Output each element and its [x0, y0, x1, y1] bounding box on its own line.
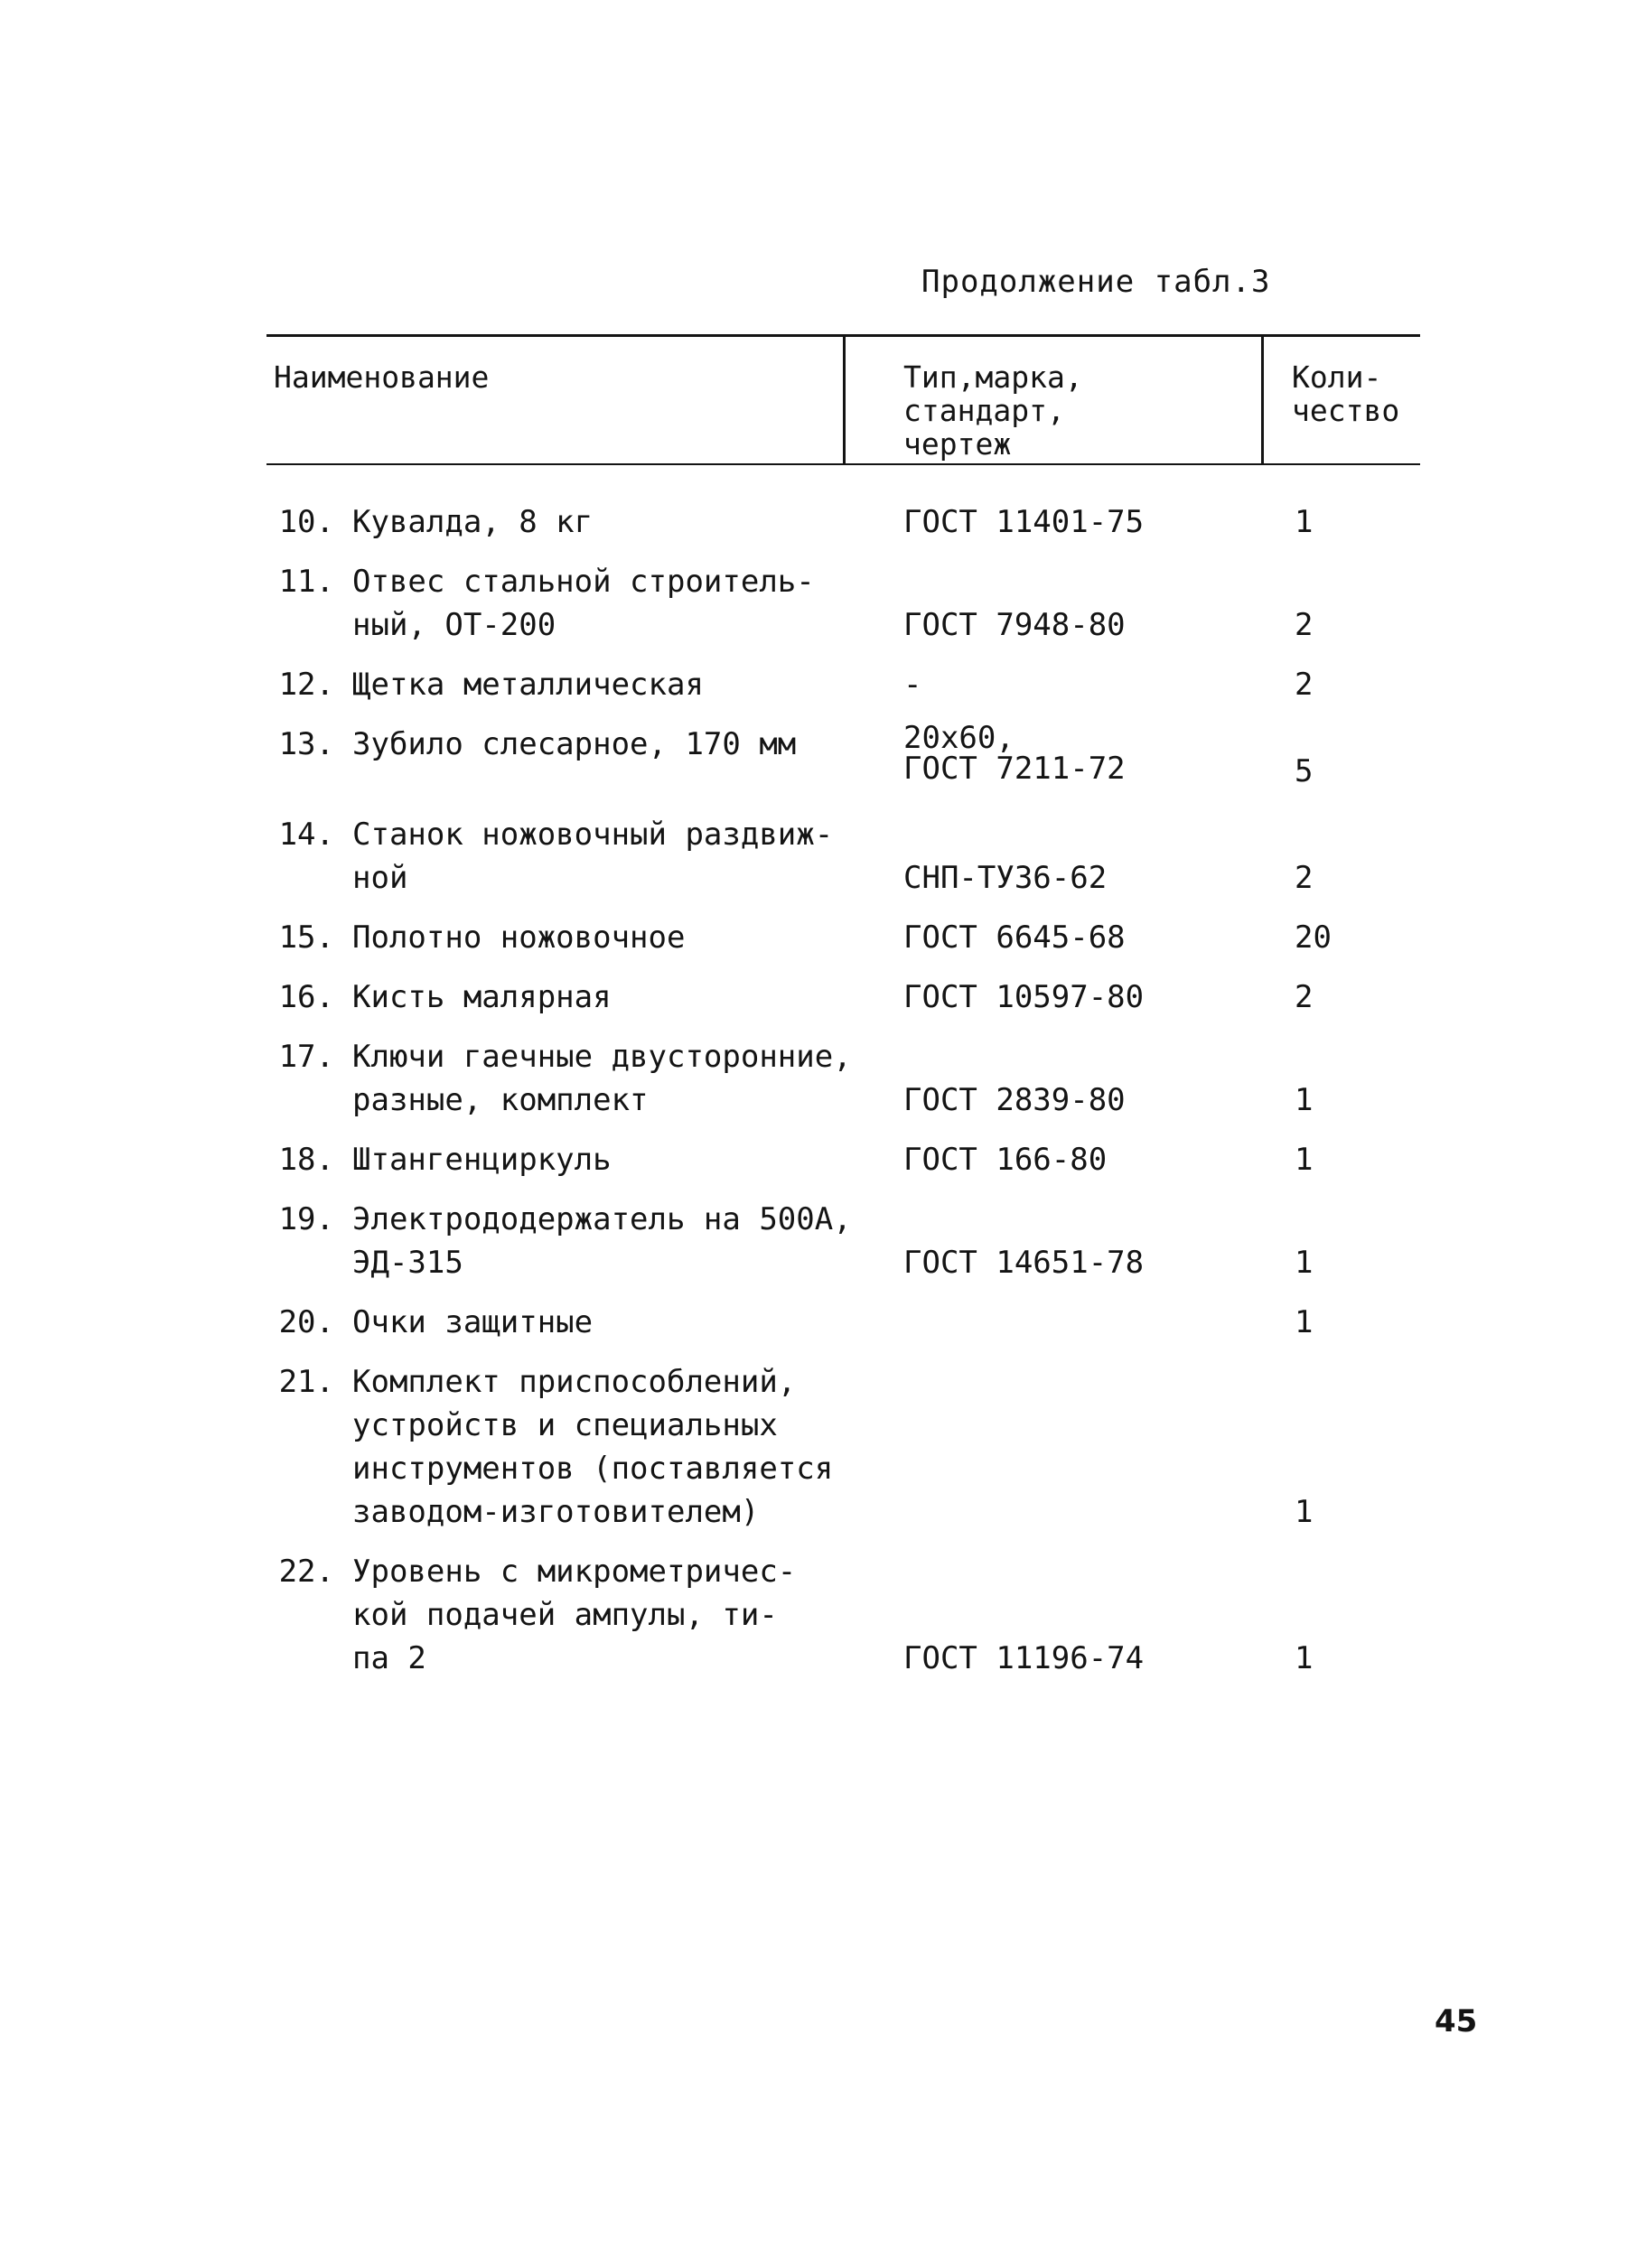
- header-qty-line: чество: [1292, 393, 1400, 428]
- row-name-line: Ключи гаечные двусторонние,: [352, 1039, 852, 1075]
- row-name-line: Кувалда, 8 кг: [352, 504, 594, 540]
- row-name-line: устройств и специальных: [352, 1407, 778, 1443]
- row-name-line: инструментов (поставляется: [352, 1451, 834, 1487]
- row-name-line: Зубило слесарное, 170 мм: [352, 726, 797, 762]
- row-name-line: Полотно ножовочное: [352, 919, 686, 956]
- row-name: [352, 663, 704, 706]
- row-number: 20.: [278, 1304, 334, 1340]
- row-type: [903, 1637, 1144, 1680]
- row-qty: 2: [1295, 979, 1314, 1015]
- row-type-line: ГОСТ 10597-80: [903, 979, 1145, 1015]
- row-qty: 2: [1295, 860, 1314, 896]
- row-name: [352, 560, 815, 647]
- header-name: [274, 360, 489, 394]
- row-number: 11.: [278, 564, 334, 600]
- row-name: [352, 723, 796, 766]
- row-name: [352, 916, 685, 959]
- row-type-line: ГОСТ 14651-78: [903, 1245, 1145, 1281]
- row-number: 12.: [278, 667, 334, 703]
- row-name-line: Кисть малярная: [352, 979, 612, 1015]
- row-type-line: ГОСТ 11401-75: [903, 504, 1145, 540]
- header-divider-1: [843, 334, 846, 465]
- row-type: [903, 975, 1144, 1019]
- row-qty: 2: [1295, 667, 1314, 703]
- row-name-line: ный, ОТ-200: [352, 607, 556, 643]
- row-name-line: заводом-изготовителем): [352, 1494, 760, 1530]
- row-name: [352, 1035, 852, 1122]
- row-qty: 1: [1295, 1245, 1314, 1281]
- row-name-line: Электрододержатель на 500А,: [352, 1201, 852, 1237]
- row-type-line: ГОСТ 6645-68: [903, 919, 1126, 956]
- row-type: [903, 663, 921, 706]
- row-qty: 5: [1295, 753, 1314, 789]
- row-name-line: па 2: [352, 1640, 426, 1676]
- row-qty: 20: [1295, 919, 1332, 956]
- row-qty: 1: [1295, 1494, 1314, 1530]
- row-qty: 1: [1295, 1082, 1314, 1118]
- row-number: 22.: [278, 1554, 334, 1590]
- header-type-line: стандарт,: [903, 393, 1065, 428]
- row-name-line: Уровень с микрометричес-: [352, 1554, 797, 1590]
- row-name: [352, 1301, 593, 1344]
- row-type-line: ГОСТ 7211-72: [903, 751, 1126, 787]
- row-type: [903, 916, 1126, 959]
- row-name: [352, 1360, 833, 1534]
- row-type-line: -: [903, 667, 922, 703]
- header-type: [903, 360, 1083, 461]
- row-number: 21.: [278, 1364, 334, 1400]
- row-name: [352, 813, 833, 900]
- row-name-line: Щетка металлическая: [352, 667, 704, 703]
- row-type-line: ГОСТ 166-80: [903, 1142, 1108, 1178]
- header-divider-2: [1261, 334, 1264, 465]
- row-number: 15.: [278, 919, 334, 956]
- row-name: [352, 975, 612, 1019]
- row-type: [903, 720, 1126, 787]
- table-caption: Продолжение табл.3: [921, 264, 1271, 300]
- row-type: [903, 856, 1107, 900]
- row-name-line: разные, комплект: [352, 1082, 649, 1118]
- row-name-line: Штангенциркуль: [352, 1142, 612, 1178]
- row-number: 17.: [278, 1039, 334, 1075]
- row-name: [352, 1198, 852, 1284]
- header-qty: [1292, 360, 1399, 427]
- row-name-line: Станок ножовочный раздвиж-: [352, 817, 834, 853]
- row-type: [903, 1241, 1144, 1284]
- row-name-line: Очки защитные: [352, 1304, 594, 1340]
- row-number: 19.: [278, 1201, 334, 1237]
- row-name-line: Комплект приспособлений,: [352, 1364, 797, 1400]
- header-type-line: чертеж: [903, 426, 1012, 462]
- header-qty-line: Коли-: [1292, 359, 1382, 395]
- row-type-line: ГОСТ 11196-74: [903, 1640, 1145, 1676]
- row-qty: 1: [1295, 504, 1314, 540]
- row-number: 16.: [278, 979, 334, 1015]
- page-number: 45: [1435, 2003, 1478, 2039]
- row-number: 13.: [278, 726, 334, 762]
- row-name: [352, 1550, 796, 1680]
- row-name-line: ЭД-315: [352, 1245, 463, 1281]
- row-type: [903, 500, 1144, 544]
- row-type: [903, 1078, 1126, 1122]
- row-qty: 1: [1295, 1304, 1314, 1340]
- row-name-line: кой подачей ампулы, ти-: [352, 1597, 778, 1633]
- row-type: [903, 603, 1126, 647]
- row-number: 14.: [278, 817, 334, 853]
- row-qty: 2: [1295, 607, 1314, 643]
- row-type-line: ГОСТ 7948-80: [903, 607, 1126, 643]
- row-name-line: Отвес стальной строитель-: [352, 564, 815, 600]
- row-type-line: 20х60,: [903, 720, 1015, 756]
- row-qty: 1: [1295, 1640, 1314, 1676]
- row-type-line: ГОСТ 2839-80: [903, 1082, 1126, 1118]
- row-number: 18.: [278, 1142, 334, 1178]
- row-type: [903, 1138, 1107, 1181]
- row-name: [352, 1138, 612, 1181]
- header-name-label: Наименование: [274, 359, 490, 395]
- row-number: 10.: [278, 504, 334, 540]
- row-type-line: СНП-ТУ36-62: [903, 860, 1108, 896]
- row-name-line: ной: [352, 860, 408, 896]
- row-qty: 1: [1295, 1142, 1314, 1178]
- header-type-line: Тип,марка,: [903, 359, 1083, 395]
- row-name: [352, 500, 593, 544]
